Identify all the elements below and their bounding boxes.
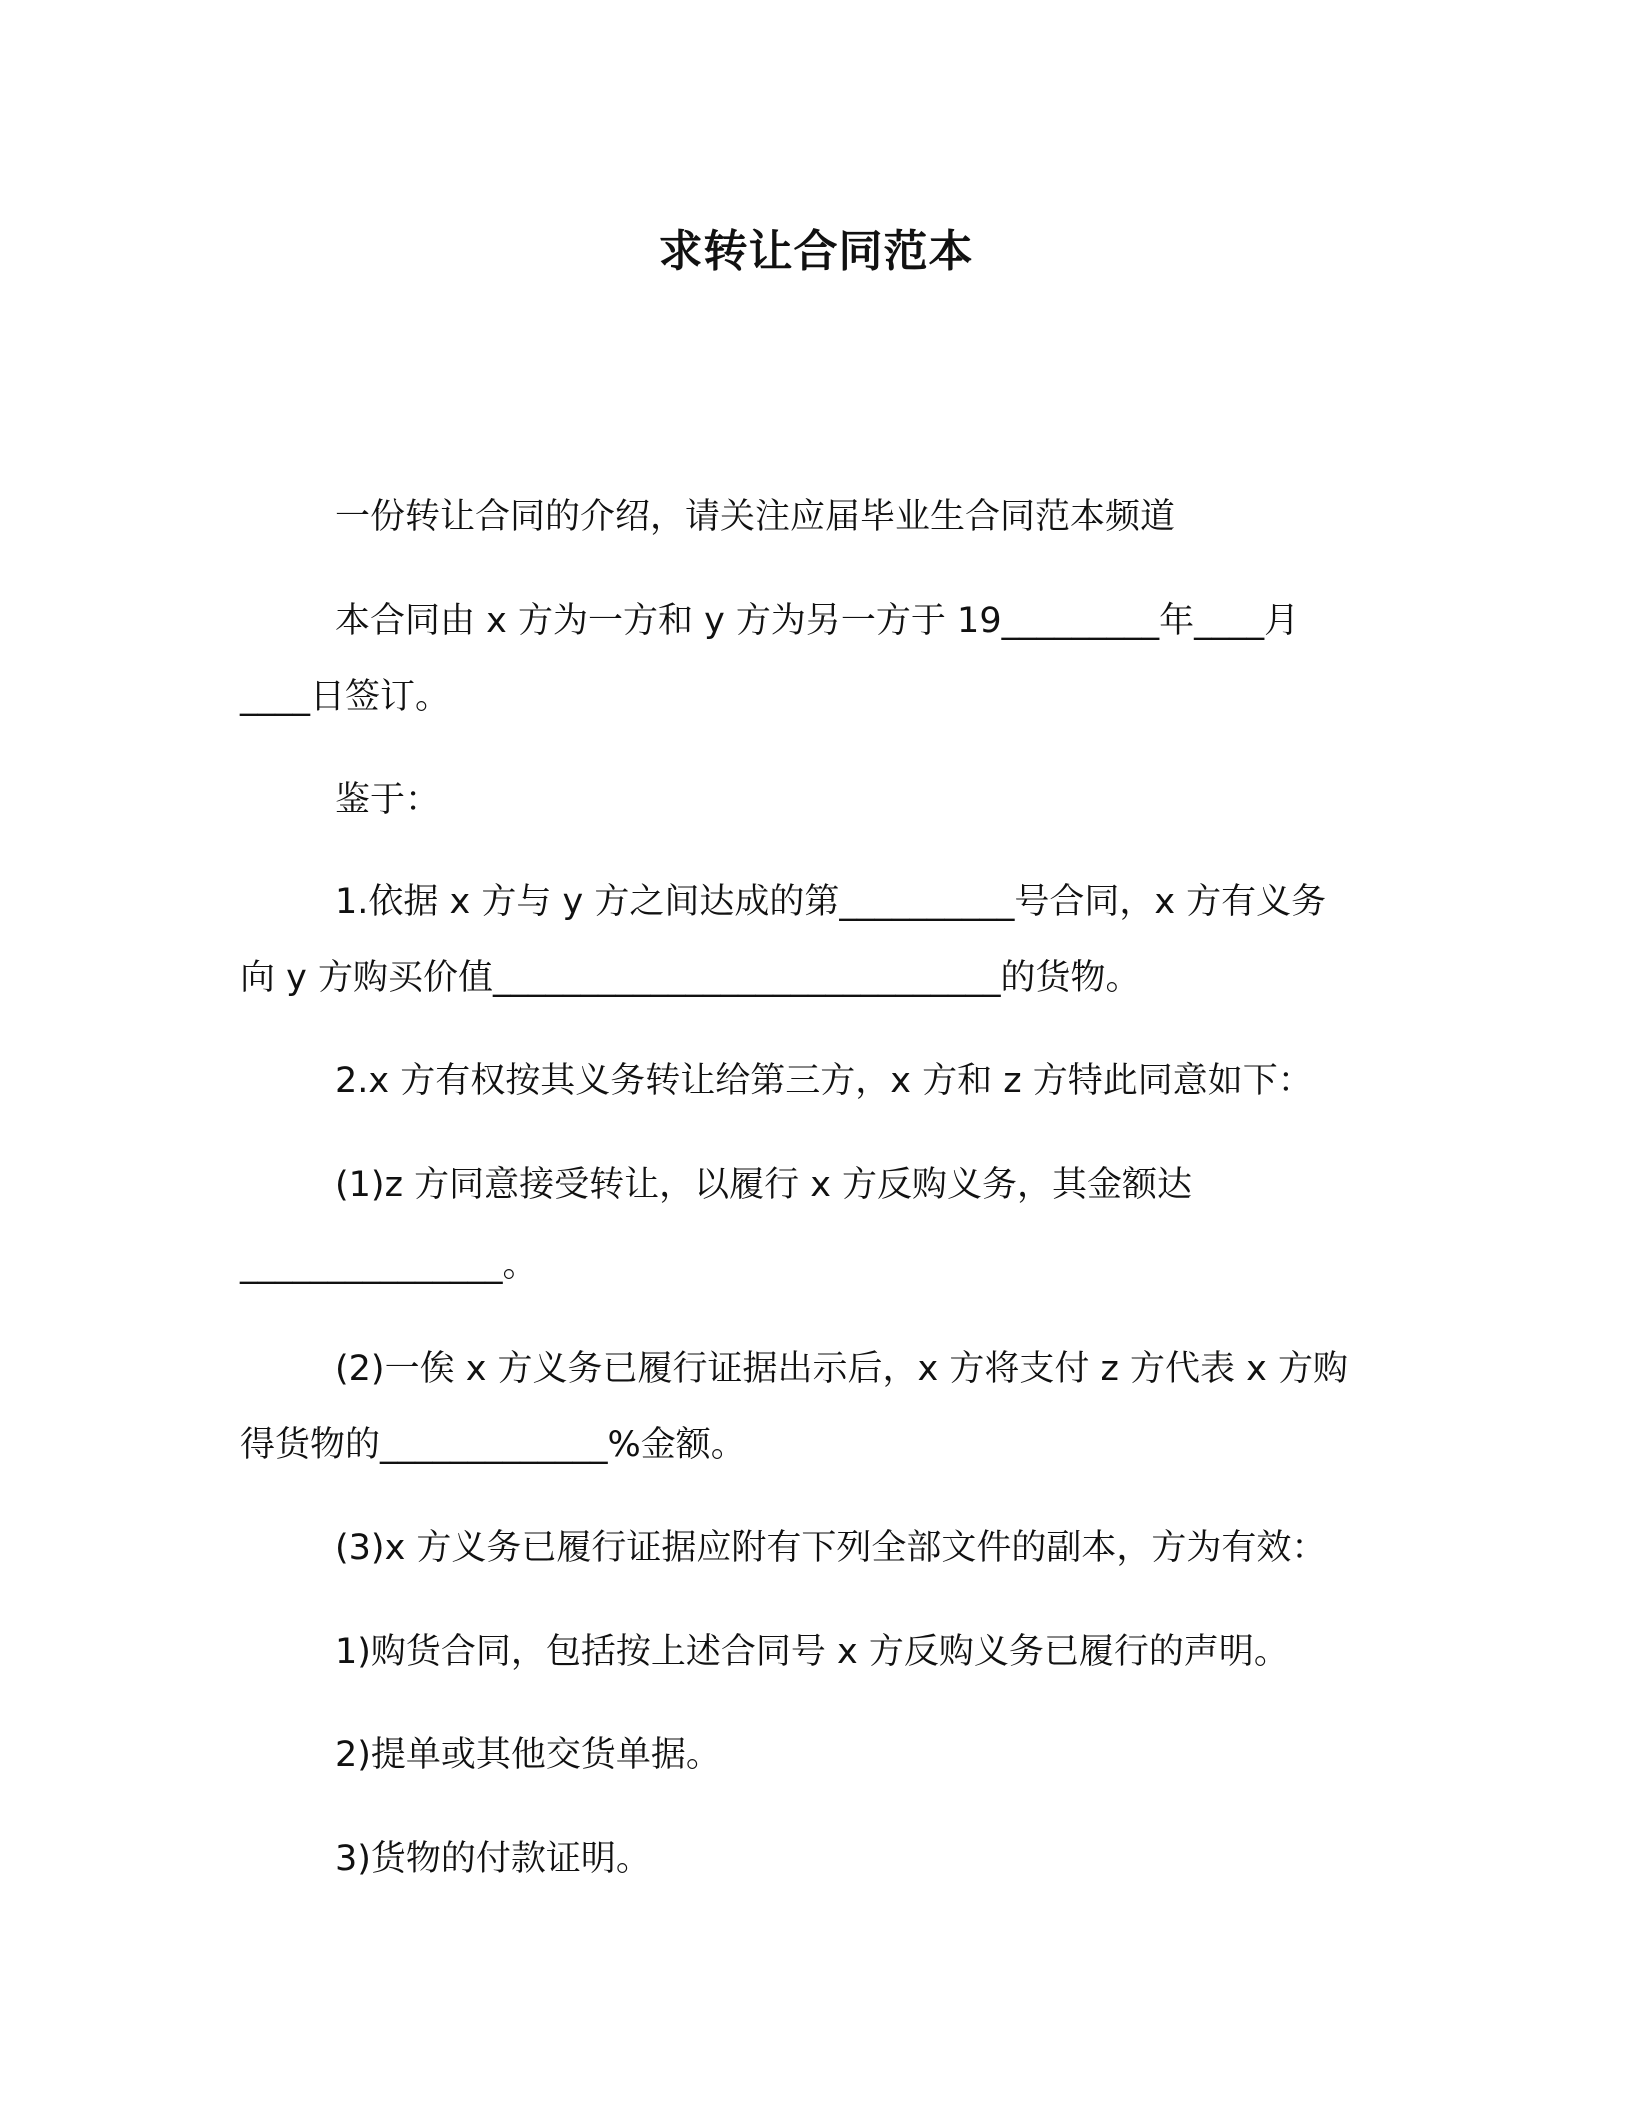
clause-2-1-line-2: _______________。 [240,1245,538,1285]
whereas-heading: 鉴于： [335,780,441,820]
document-item-3: 3)货物的付款证明。 [335,1839,651,1879]
clause-1-line-1: 1.依据 x 方与 y 方之间达成的第__________号合同，x 方有义务 [335,882,1327,922]
clause-2-line: 2.x 方有权按其义务转让给第三方，x 方和 z 方特此同意如下： [335,1061,1313,1101]
document-title: 求转让合同范本 [658,226,974,277]
clause-preamble-line-1: 本合同由 x 方为一方和 y 方为另一方于 19_________年____月 [335,601,1300,641]
document-item-1: 1)购货合同，包括按上述合同号 x 方反购义务已履行的声明。 [335,1632,1289,1672]
clause-2-3-line: (3)x 方义务已履行证据应附有下列全部文件的副本，方为有效： [335,1528,1327,1568]
clause-2-2-line-1: (2)一俟 x 方义务已履行证据出示后，x 方将支付 z 方代表 x 方购 [335,1349,1348,1389]
clause-preamble-line-2: ____日签订。 [240,677,451,717]
document-item-2: 2)提单或其他交货单据。 [335,1735,721,1775]
clause-1-line-2: 向 y 方购买价值_____________________________的货物。 [240,958,1141,998]
clause-2-2-line-2: 得货物的_____________%金额。 [240,1425,746,1465]
clause-2-1-line-1: (1)z 方同意接受转让，以履行 x 方反购义务，其金额达 [335,1165,1193,1205]
intro-line: 一份转让合同的介绍，请关注应届毕业生合同范本频道 [335,497,1176,537]
